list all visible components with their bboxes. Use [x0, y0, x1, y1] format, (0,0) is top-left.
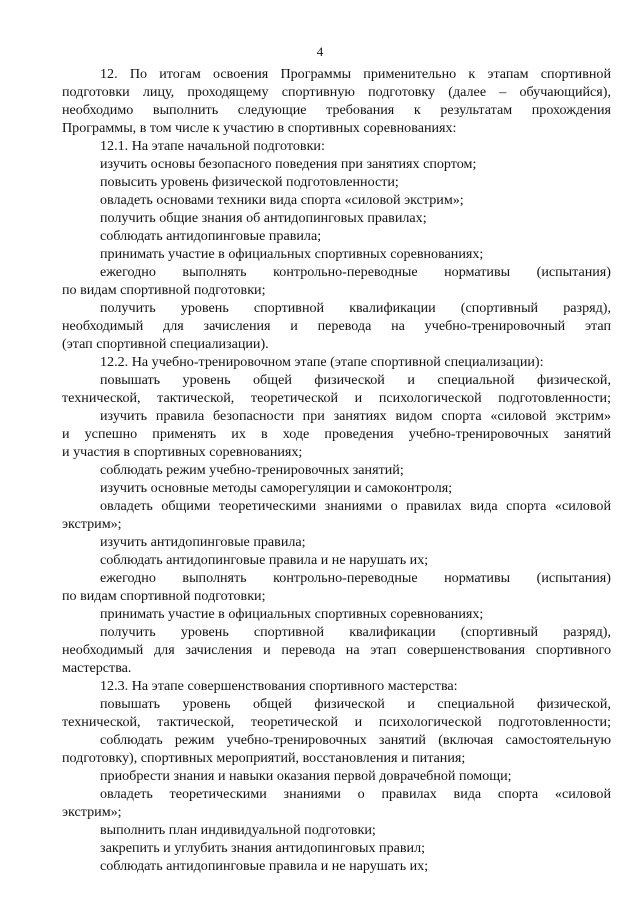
text-line: получить уровень спортивной квалификации (спортивный разряд),: [100, 624, 611, 640]
text-line: выполнить план индивидуальной подготовки;: [100, 822, 376, 838]
text-line: повышать уровень общей физической и специальной физической,: [100, 696, 611, 712]
text-line: приобрести знания и навыки оказания первой доврачебной помощи;: [100, 768, 512, 784]
text-line: соблюдать антидопинговые правила и не нарушать их;: [100, 552, 429, 568]
text-line: получить общие знания об антидопинговых правилах;: [100, 210, 427, 226]
text-line: закрепить и углубить знания антидопинговых правил;: [100, 840, 426, 856]
text-line: технической, тактической, теоретической и психологической подготовленности;: [62, 714, 611, 730]
text-line: по видам спортивной подготовки;: [62, 282, 266, 298]
text-line: необходимый для зачисления и перевода на этап совершенствования спортивного: [62, 642, 611, 658]
text-line: по видам спортивной подготовки;: [62, 588, 266, 604]
text-line: 12. По итогам освоения Программы применительно к этапам спортивной: [100, 66, 611, 82]
section-heading: 12.2. На учебно-тренировочном этапе (этапе спортивной специализации):: [100, 354, 544, 370]
text-line: овладеть общими теоретическими знаниями о правилах вида спорта «силовой: [100, 498, 611, 514]
text-line: принимать участие в официальных спортивных соревнованиях;: [100, 246, 484, 262]
text-line: подготовки лицу, проходящему спортивную подготовку (далее – обучающийся),: [62, 84, 611, 100]
text-line: соблюдать режим учебно-тренировочных занятий;: [100, 462, 404, 478]
page-number: 4: [316, 44, 324, 59]
text-line: ежегодно выполнять контрольно-переводные нормативы (испытания): [100, 570, 611, 586]
text-line: необходимый для зачисления и перевода на учебно-тренировочный этап: [62, 318, 611, 334]
text-line: изучить основы безопасного поведения при занятиях спортом;: [100, 156, 477, 172]
text-line: необходимо выполнить следующие требования к результатам прохождения: [62, 102, 611, 118]
text-line: изучить правила безопасности при занятиях видом спорта «силовой экстрим»: [100, 408, 611, 424]
text-line: соблюдать режим учебно-тренировочных занятий (включая самостоятельную: [100, 732, 611, 748]
text-line: соблюдать антидопинговые правила;: [100, 228, 322, 244]
text-line: повысить уровень физической подготовленности;: [100, 174, 399, 190]
text-line: повышать уровень общей физической и специальной физической,: [100, 372, 611, 388]
text-line: овладеть теоретическими знаниями о правилах вида спорта «силовой: [100, 786, 611, 802]
text-line: и участия в спортивных соревнованиях;: [62, 444, 303, 460]
text-line: соблюдать антидопинговые правила и не нарушать их;: [100, 858, 429, 874]
text-line: (этап спортивной специализации).: [62, 336, 269, 352]
text-line: ежегодно выполнять контрольно-переводные нормативы (испытания): [100, 264, 611, 280]
text-line: мастерства.: [62, 660, 132, 676]
text-line: и успешно применять их в ходе проведения учебно-тренировочных занятий: [62, 426, 611, 442]
text-line: овладеть основами техники вида спорта «силовой экстрим»;: [100, 192, 464, 208]
section-heading: 12.3. На этапе совершенствования спортивного мастерства:: [100, 678, 458, 694]
text-line: экстрим»;: [62, 804, 122, 820]
text-line: подготовку), спортивных мероприятий, восстановления и питания;: [62, 750, 466, 766]
text-line: изучить антидопинговые правила;: [100, 534, 306, 550]
section-heading: 12.1. На этапе начальной подготовки:: [100, 138, 325, 154]
text-line: принимать участие в официальных спортивных соревнованиях;: [100, 606, 484, 622]
text-line: технической, тактической, теоретической и психологической подготовленности;: [62, 390, 611, 406]
text-line: экстрим»;: [62, 516, 122, 532]
text-line: Программы, в том числе к участию в спортивных соревнованиях:: [62, 120, 457, 136]
text-line: получить уровень спортивной квалификации (спортивный разряд),: [100, 300, 611, 316]
text-line: изучить основные методы саморегуляции и самоконтроля;: [100, 480, 453, 496]
